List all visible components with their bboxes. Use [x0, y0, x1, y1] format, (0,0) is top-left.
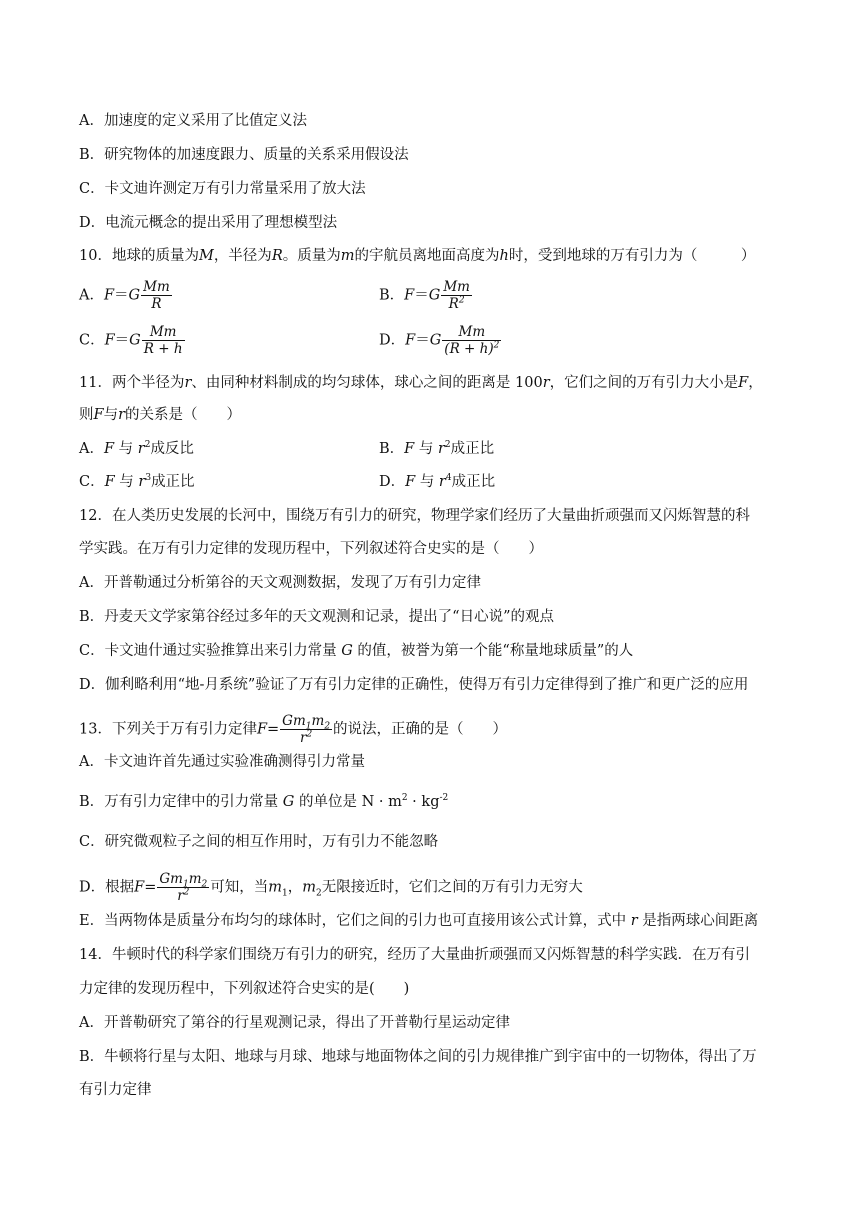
q12-option-a: A．开普勒通过分析第谷的天文观测数据，发现了万有引力定律 — [79, 575, 481, 591]
q14-stem-line1: 14．牛顿时代的科学家们围绕万有引力的研究，经历了大量曲折顽强而又闪烁智慧的科学实践．在万有引 — [79, 947, 750, 963]
q10-fraction-c: $\frac{Mm}{R + h}$ — [143, 324, 183, 357]
q10-fraction-d: $\frac{Mm}{(R + h)^2}$ — [444, 324, 500, 357]
q11-stem-line2: 则F与r的关系是（ ） — [79, 407, 241, 423]
q12-stem-line2: 学实践。在万有引力定律的发现历程中，下列叙述符合史实的是（ ） — [79, 541, 543, 557]
q14-stem-line2: 力定律的发现历程中，下列叙述符合史实的是( ) — [79, 981, 410, 997]
q13-stem: 13．下列关于万有引力定律F= $\frac{Gm_1m_2}{r^2}$ 的说法，正确的是（ ） — [79, 713, 508, 746]
q12-option-b: B．丹麦天文学家第谷经过多年的天文观测和记录，提出了“日心说”的观点 — [79, 609, 554, 625]
q11-option-b: B．F 与 $r^2$成正比 — [379, 440, 495, 457]
q14-option-b-line1: B．牛顿将行星与太阳、地球与月球、地球与地面物体之间的引力规律推广到宇宙中的一切物体，得出了万 — [79, 1049, 757, 1065]
q13-formula-fraction: $\frac{Gm_1m_2}{r^2}$ — [282, 713, 331, 746]
q9-option-c: C．卡文迪许测定万有引力常量采用了放大法 — [79, 181, 366, 197]
q11-stem-line1: 11．两个半径为r、由同种材料制成的均匀球体，球心之间的距离是 100r，它们之间的万有引力大小是F， — [79, 375, 763, 391]
q13-option-c: C．研究微观粒子之间的相互作用时，万有引力不能忽略 — [79, 834, 439, 850]
q9-option-a: A．加速度的定义采用了比值定义法 — [79, 113, 307, 129]
q13-option-a: A．卡文迪许首先通过实验准确测得引力常量 — [79, 754, 365, 770]
q10-fraction-b: $\frac{Mm}{R^2}$ — [443, 279, 470, 312]
q10-option-d: D．F＝G $\frac{Mm}{(R + h)^2}$ — [379, 324, 500, 357]
q9-option-b: B．研究物体的加速度跟力、质量的关系采用假设法 — [79, 147, 409, 163]
q12-option-c: C．卡文迪什通过实验推算出来引力常量 G 的值，被誉为第一个能“称量地球质量”的人 — [79, 643, 634, 659]
q10-stem: 10．地球的质量为M，半径为R。质量为m的宇航员离地面高度为h时，受到地球的万有引力为（ ） — [79, 248, 756, 264]
q12-stem-line1: 12．在人类历史发展的长河中，围绕万有引力的研究，物理学家们经历了大量曲折顽强而又闪烁智慧的科 — [79, 508, 750, 524]
q11-option-a: A．F 与 $r^2$成反比 — [79, 440, 194, 457]
q10-fraction-a: $\frac{Mm}{R}$ — [143, 279, 170, 312]
q12-option-d: D．伽利略利用“地-月系统”验证了万有引力定律的正确性，使得万有引力定律得到了推广和更广泛的应用 — [79, 677, 749, 693]
q14-option-b-line2: 有引力定律 — [79, 1082, 152, 1098]
q13-option-d: D．根据F= $\frac{Gm_1m_2}{r^2}$ 可知，当$m_1$，$m_2$无限接近时，它们之间的万有引力无穷大 — [79, 871, 583, 904]
q11-option-d: D．F 与 $r^4$成正比 — [379, 473, 496, 490]
q9-option-d: D．电流元概念的提出采用了理想模型法 — [79, 215, 338, 231]
q13-option-d-fraction: $\frac{Gm_1m_2}{r^2}$ — [159, 871, 208, 904]
q10-option-b: B．F＝G $\frac{Mm}{R^2}$ — [379, 279, 470, 312]
q10-option-a: A．F＝G $\frac{Mm}{R}$ — [79, 279, 170, 312]
q13-option-b: B．万有引力定律中的引力常量 G 的单位是 $N \cdot m^2 \cdot kg^{-2}$ — [79, 793, 449, 810]
q13-option-e: E．当两物体是质量分布均匀的球体时，它们之间的引力也可直接用该公式计算，式中 r 是指两球心间距离 — [79, 913, 759, 929]
q11-option-c: C．F 与 $r^3$成正比 — [79, 473, 195, 490]
q14-option-a: A．开普勒研究了第谷的行星观测记录，得出了开普勒行星运动定律 — [79, 1015, 510, 1031]
q10-option-c: C．F＝G $\frac{Mm}{R + h}$ — [79, 324, 183, 357]
